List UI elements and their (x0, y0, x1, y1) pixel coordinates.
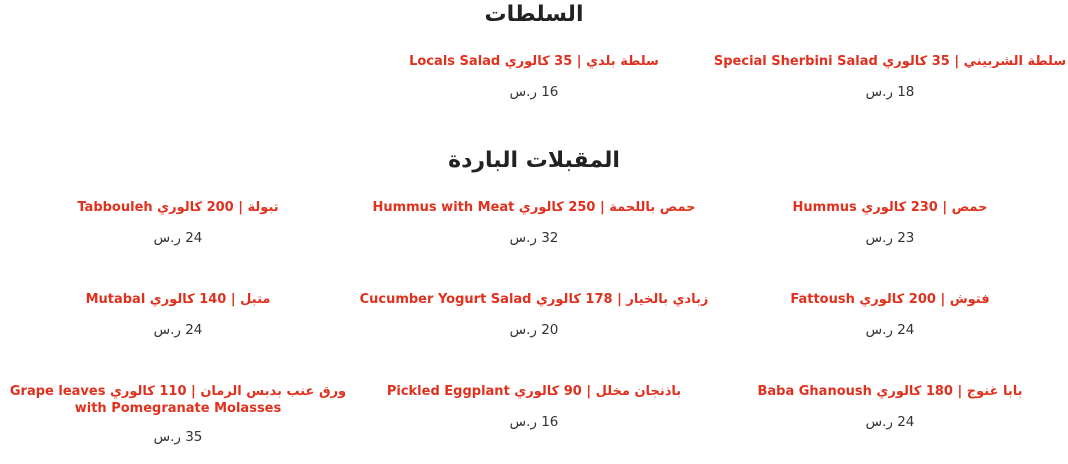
menu-item-name: متبل | 140 كالوري Mutabal (85, 292, 271, 307)
menu-item-price: 18 ر.س (865, 84, 915, 100)
cold-appetizers-section-title: المقبلات الباردة (448, 148, 620, 173)
menu-item[interactable] (712, 383, 1068, 430)
menu-item-price: 24 ر.س (153, 230, 203, 246)
menu-item-name: ورق عنب بدبس الرمان | 110 كالوري Grape leaves with Pomegranate Molasses (9, 384, 347, 416)
menu-item-price: 24 ر.س (153, 322, 203, 338)
menu-item-name: حمص باللحمة | 250 كالوري Hummus with Meat (372, 200, 696, 215)
menu-item-price: 23 ر.س (865, 230, 915, 246)
menu-item[interactable] (0, 291, 356, 338)
menu-item[interactable] (356, 383, 712, 430)
menu-item[interactable] (0, 199, 356, 246)
menu-item[interactable] (356, 291, 712, 338)
menu-item-name: فتوش | 200 كالوري Fattoush (790, 292, 990, 307)
menu-item-price: 20 ر.س (509, 322, 559, 338)
menu-item[interactable] (712, 53, 1068, 100)
menu-item[interactable] (712, 199, 1068, 246)
salads-section-title: السلطات (484, 2, 584, 27)
menu-item-price: 24 ر.س (865, 322, 915, 338)
menu-item-price: 16 ر.س (509, 84, 559, 100)
menu-item[interactable] (356, 53, 712, 100)
menu-item[interactable] (0, 383, 356, 445)
menu-item-name: حمص | 230 كالوري Hummus (792, 200, 988, 215)
menu-item[interactable] (712, 291, 1068, 338)
menu-item-name: تبولة | 200 كالوري Tabbouleh (77, 200, 279, 215)
menu-item-name: زبادي بالخيار | 178 كالوري Cucumber Yogurt Salad (359, 292, 709, 307)
menu-item-name: سلطة بلدي | 35 كالوري Locals Salad (409, 54, 659, 69)
menu-item[interactable] (356, 199, 712, 246)
menu-item-price: 24 ر.س (865, 414, 915, 430)
menu-item-name: باذنجان مخلل | 90 كالوري Pickled Eggplant (386, 384, 682, 399)
menu-item-price: 35 ر.س (153, 429, 203, 445)
menu-item-price: 32 ر.س (509, 230, 559, 246)
menu-item-name: سلطة الشربيني | 35 كالوري Special Sherbini Salad (713, 54, 1067, 69)
menu-item-name: بابا غنوج | 180 كالوري Baba Ghanoush (757, 384, 1023, 399)
menu-item-price: 16 ر.س (509, 414, 559, 430)
